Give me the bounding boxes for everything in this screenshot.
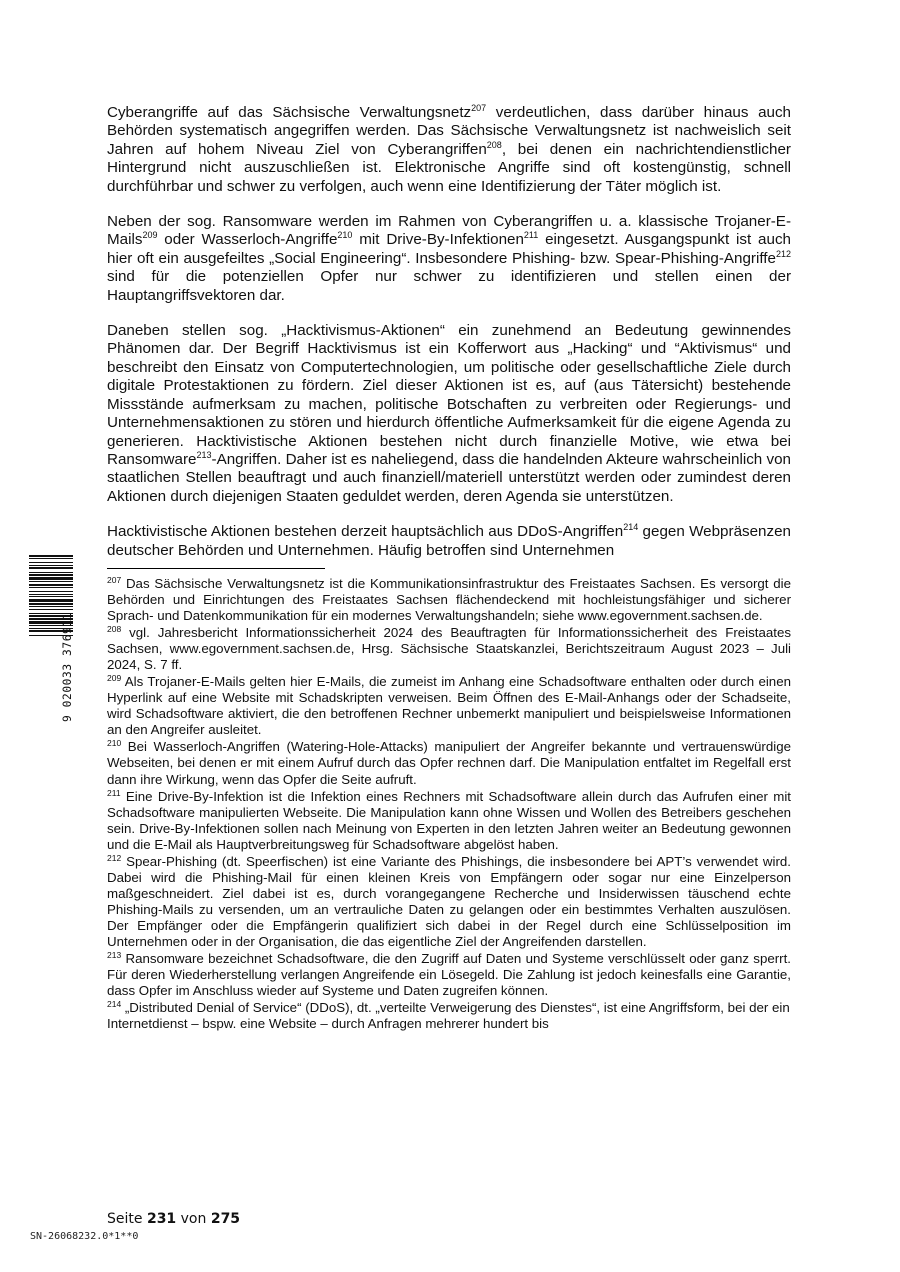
footnote-212: $^{212}$ Spear-Phishing (dt. Speerfischen) ist eine Variante des Phishings, die insbesondere bei APT’s verwendet wird. Dabei wird die Phishing-Mail für einen kleinen Kreis von Empfängern oder sogar nur eine Einzelperson maßgeschneidert. Ziel dabei ist es, durch vorangegangene Recherche und Insiderwissen täuschend echte Phishing-Mails zu versenden, um an vertrauliche Daten zu gelangen oder ein bestimmtes Verhalten auszulösen. Der Empfänger oder die Empfängerin qualifiziert sich dabei in der Regel durch eine Schlüsselposition im Unternehmen oder in der Organisation, die das eigentliche Ziel der Angreifenden darstellen. (107, 852, 791, 949)
footnote-211: $^{211}$ Eine Drive-By-Infektion ist die Infektion eines Rechners mit Schadsoftware allein durch das Aufrufen einer mit Schadsoftware manipulierten Webseite. Die Manipulation kann ohne Wissen und Wollen des Betreibers geschehen sein. Drive-By-Infektionen sollen nach Meinung von Experten in den letzten Jahren weiter an Bedeutung gewonnen und die E-Mail als Hauptverbreitungsweg für Schadsoftware abgelöst haben. (107, 787, 791, 852)
footnote-ref[interactable]: 213 (196, 449, 212, 460)
page-number: Seite 231 von 275 (107, 1211, 241, 1227)
footnote-ref[interactable]: 207 (471, 103, 487, 113)
footnote-210: $^{210}$ Bei Wasserloch-Angriffen (Watering-Hole-Attacks) manipuliert der Angreifer bekannte und vertrauenswürdige Webseiten, bei denen er mit einem Aufruf durch das Opfer rechnen darf. Die Manipulation entfaltet im Regelfall erst dann ihre Wirkung, wenn das Opfer die Seite aufruft. (107, 738, 791, 787)
footnotes (107, 576, 791, 1032)
footnote-ref[interactable]: 214 (623, 522, 639, 533)
footnote-ref[interactable]: 208 (486, 139, 502, 150)
footnote-ref[interactable]: 212 (775, 248, 791, 259)
body-text (107, 104, 791, 560)
footnote-ref[interactable]: 210 (337, 230, 353, 241)
footnote-213: $^{213}$ Ransomware bezeichnet Schadsoftware, die den Zugriff auf Daten und Systeme verschlüsselt oder ganz sperrt. Für deren Wiederherstellung verlangen Angreifende ein Lösegeld. Die Zahlung ist jedoch keinesfalls eine Garantie, dass Opfer im Anschluss wieder auf Systeme und Daten zugreifen können. (107, 950, 791, 999)
footnote-209: $^{209}$ Als Trojaner-E-Mails gelten hier E-Mails, die zumeist im Anhang eine Schadsoftware enthalten oder durch einen Hyperlink auf eine Website mit Schadskripten verweisen. Beim Öffnen des E-Mail-Anhangs oder der Schadseite, wird Schadsoftware aktiviert, die den betroffenen Rechner unbemerkt manipuliert und beispielsweise Informationen an den Angreifer ausleitet. (107, 673, 791, 738)
paragraph-2: Neben der sog. Ransomware werden im Rahmen von Cyberangriffen u. a. klassische Trojaner-E-Mails$^{209}$ oder Wasserloch-Angriffe$^{210}$ mit Drive-By-Infektionen$^{211}$ eingesetzt. Ausgangspunkt ist auch hier oft ein ausgefeiltes „Social Engineering“. Insbesondere Phishing- bzw. Spear-Phishing-Angriffe$^{212}$ sind für die potenziellen Opfer nur schwer zu identifizieren und stellen einen der Hauptangriffsvektoren dar. (107, 213, 791, 304)
footnote-ref[interactable]: 211 (523, 230, 539, 241)
footnote-207: $^{207}$ Das Sächsische Verwaltungsnetz ist die Kommunikationsinfrastruktur des Freistaates Sachsen. Es versorgt die Behörden und Einrichtungen des Freistaates Sachsen flächendeckend mit hochleistungsfähiger und sicherer Sprach- und Datenkommunikation für ein modernes Verwaltungshandeln; siehe www.egovernment.sachsen.de. (107, 574, 791, 624)
paragraph-1: Cyberangriffe auf das Sächsische Verwaltungsnetz$^{207}$ verdeutlichen, dass darüber hinaus auch Behörden systematisch angegriffen werden. Das Sächsische Verwaltungsnetz ist nachweislich seit Jahren auf hohem Niveau Ziel von Cyberangriffen$^{208}$, bei denen ein nachrichtendienstlicher Hintergrund nicht auszuschließen ist. Elektronische Angriffe sind oft kostengünstig, schnell durchführbar und schwer zu verfolgen, auch wenn eine Identifizierung der Täter möglich ist. (107, 103, 792, 195)
paragraph-3: Daneben stellen sog. „Hacktivismus-Aktionen“ ein zunehmend an Bedeutung gewinnendes Phänomen dar. Der Begriff Hacktivismus ist ein Kofferwort aus „Hacking“ und “Aktivismus“ und beschreibt den Einsatz von Computertechnologien, um politische oder gesellschaftliche Ziele durch digitale Protestaktionen zu fördern. Ziel dieser Aktionen ist es, auf (aus Tätersicht) bestehende Missstände aufmerksam zu machen, politische Botschaften zu verbreiten oder Regierungs- und Unternehmensaktionen zu stören und hierdurch öffentliche Aufmerksamkeit für die eigene Agenda zu generieren. Hacktivistische Aktionen bestehen nicht durch finanzielle Motive, wie etwa bei Ransomware$^{213}$-Angriffen. Daher ist es naheliegend, dass die handelnden Akteure wahrscheinlich von staatlichen Stellen beauftragt und auch finanziell/materiell unterstützt werden oder zumindest deren Aktionen durch diejenigen Staaten geduldet werden, deren Agenda sie unterstützen. (107, 322, 791, 505)
document-id: SN-26068232.0*1**0 (30, 1231, 139, 1242)
page-content (107, 104, 791, 1033)
footnote-separator (107, 568, 325, 569)
barcode-digits: 9 020033 376911 (61, 611, 74, 722)
paragraph-4: Hacktivistische Aktionen bestehen derzeit hauptsächlich aus DDoS-Angriffen$^{214}$ gegen Webpräsenzen deutscher Behörden und Unternehmen. Häufig betroffen sind Unternehmen (107, 522, 791, 559)
footnote-214: $^{214}$ „Distributed Denial of Service“ (DDoS), dt. „verteilte Verweigerung des Dienstes“, ist eine Angriffsform, bei der ein Internetdienst – bspw. eine Website – durch Anfragen mehrerer hundert bis (107, 999, 790, 1032)
barcode-bar (29, 555, 73, 557)
footnote-ref[interactable]: 209 (142, 230, 158, 241)
footnote-208: $^{208}$ vgl. Jahresbericht Informationssicherheit 2024 des Beauftragten für Informationssicherheit des Freistaates Sachsen, www.egovernment.sachsen.de, Hrsg. Sächsische Staatskanzlei, Berichtszeitraum August 2023 – Juli 2024, S. 7 ff. (107, 624, 791, 673)
